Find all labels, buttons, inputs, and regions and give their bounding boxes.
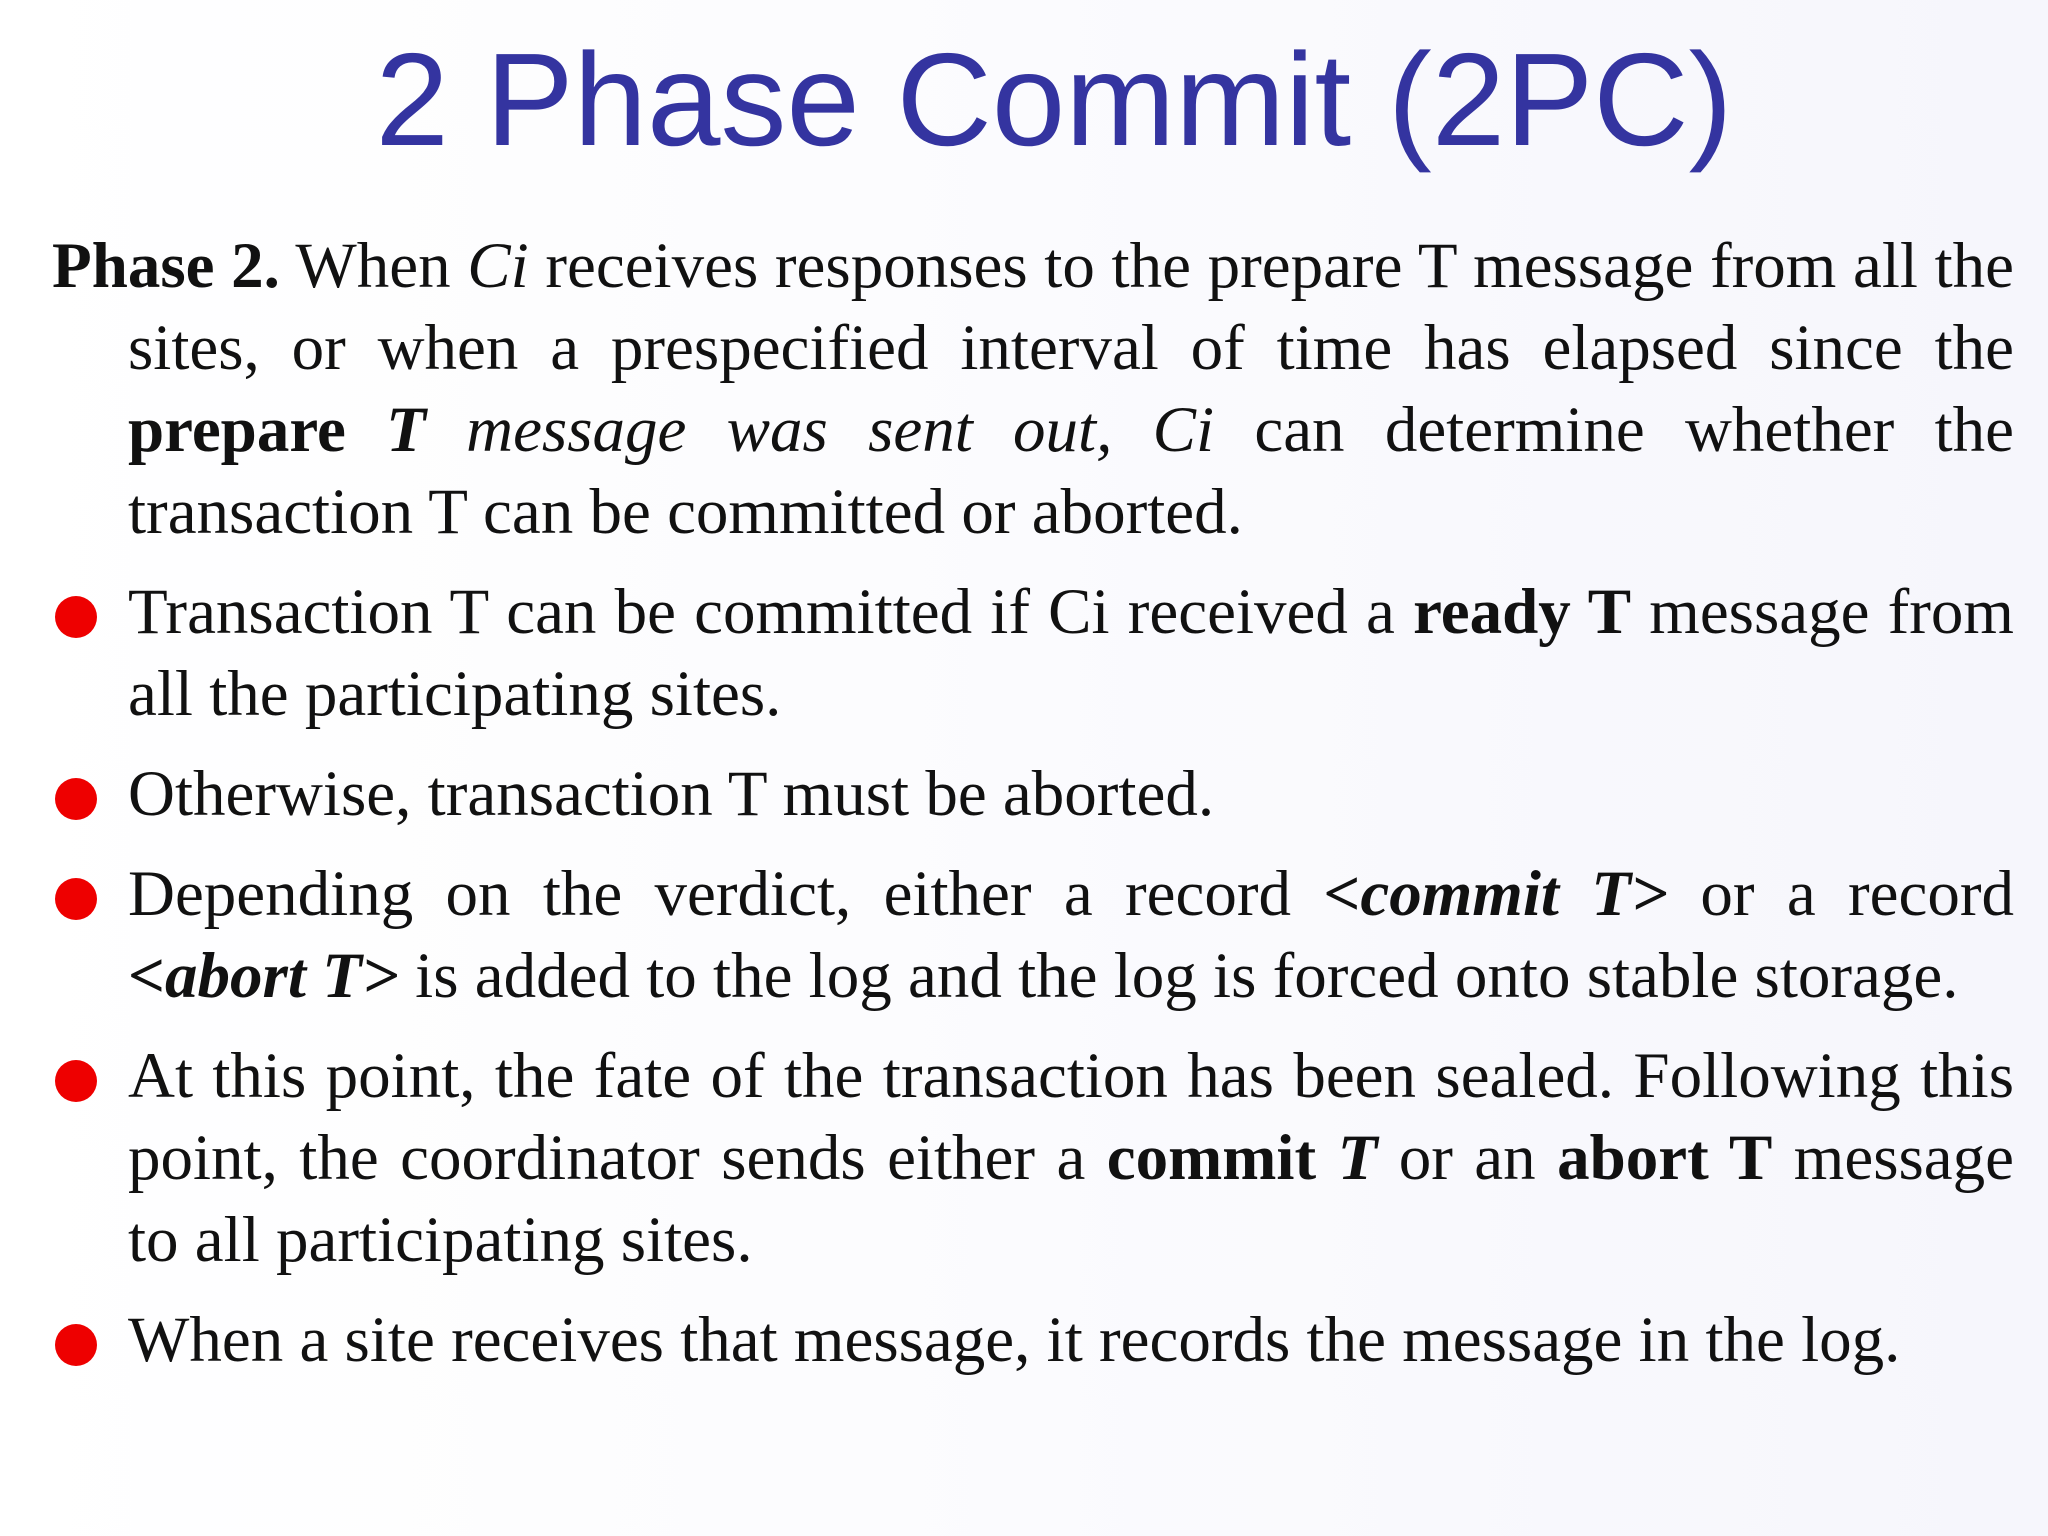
text-run: can determine whether the transaction T can be committed or aborted.: [128, 394, 2015, 548]
text-run: is added to the log and the log is forced onto stable storage.: [398, 940, 1959, 1012]
ready-t-term: ready T: [1413, 576, 1632, 648]
message-sent-phrase: message was sent out,: [466, 394, 1113, 466]
phase-2-paragraph: [52, 225, 2014, 553]
text-run: receives responses to the prepare T message from all the sites, or when a prespecified interval of time has elapsed since the: [128, 230, 2014, 384]
commit-record: <commit T>: [1323, 858, 1669, 930]
ci-term: Ci: [467, 230, 529, 302]
text-run: or a record: [1668, 858, 2014, 930]
bullet-dot: [55, 1324, 97, 1366]
bullet-item: [52, 853, 2014, 1017]
bullet-item: [52, 753, 2014, 835]
abort-record: <abort T>: [128, 940, 399, 1012]
ci-term: Ci: [1152, 394, 1215, 466]
phase-2-label: Phase 2.: [52, 230, 280, 302]
text-run: When: [279, 230, 468, 302]
t-term: T: [386, 394, 426, 466]
bullet-item: [52, 1299, 2014, 1381]
text-run: message from all the participating sites.: [128, 576, 2014, 730]
bullet-item: [52, 1035, 2014, 1281]
text-run: Transaction T can be committed if Ci received a: [128, 576, 1414, 648]
text-run: Depending on the verdict, either a record: [128, 858, 1324, 930]
text-run: Otherwise, transaction T must be aborted.: [128, 758, 1215, 830]
text-run: [1316, 1122, 1337, 1194]
bullet-dot: [55, 1060, 97, 1102]
slide-title: 2 Phase Commit (2PC): [375, 26, 1733, 173]
prepare-term: prepare: [128, 394, 346, 466]
bullet-item: [52, 571, 2014, 735]
text-run: or an: [1377, 1122, 1558, 1194]
bullet-dot: [55, 596, 97, 638]
commit-term: commit: [1106, 1122, 1317, 1194]
text-run: [1112, 394, 1152, 466]
bullet-dot: [55, 778, 97, 820]
slide-body: [52, 225, 2014, 1399]
t-term: T: [1337, 1122, 1378, 1194]
abort-t-term: abort T: [1557, 1122, 1773, 1194]
bullet-dot: [55, 878, 97, 920]
text-run: When a site receives that message, it records the message in the log.: [128, 1304, 1901, 1376]
text-run: At this point, the fate of the transaction has been sealed. Following this point, the coordinator sends either a: [128, 1040, 2014, 1194]
text-run: message to all participating sites.: [128, 1122, 2014, 1276]
text-run: [426, 394, 466, 466]
text-run: [346, 394, 386, 466]
